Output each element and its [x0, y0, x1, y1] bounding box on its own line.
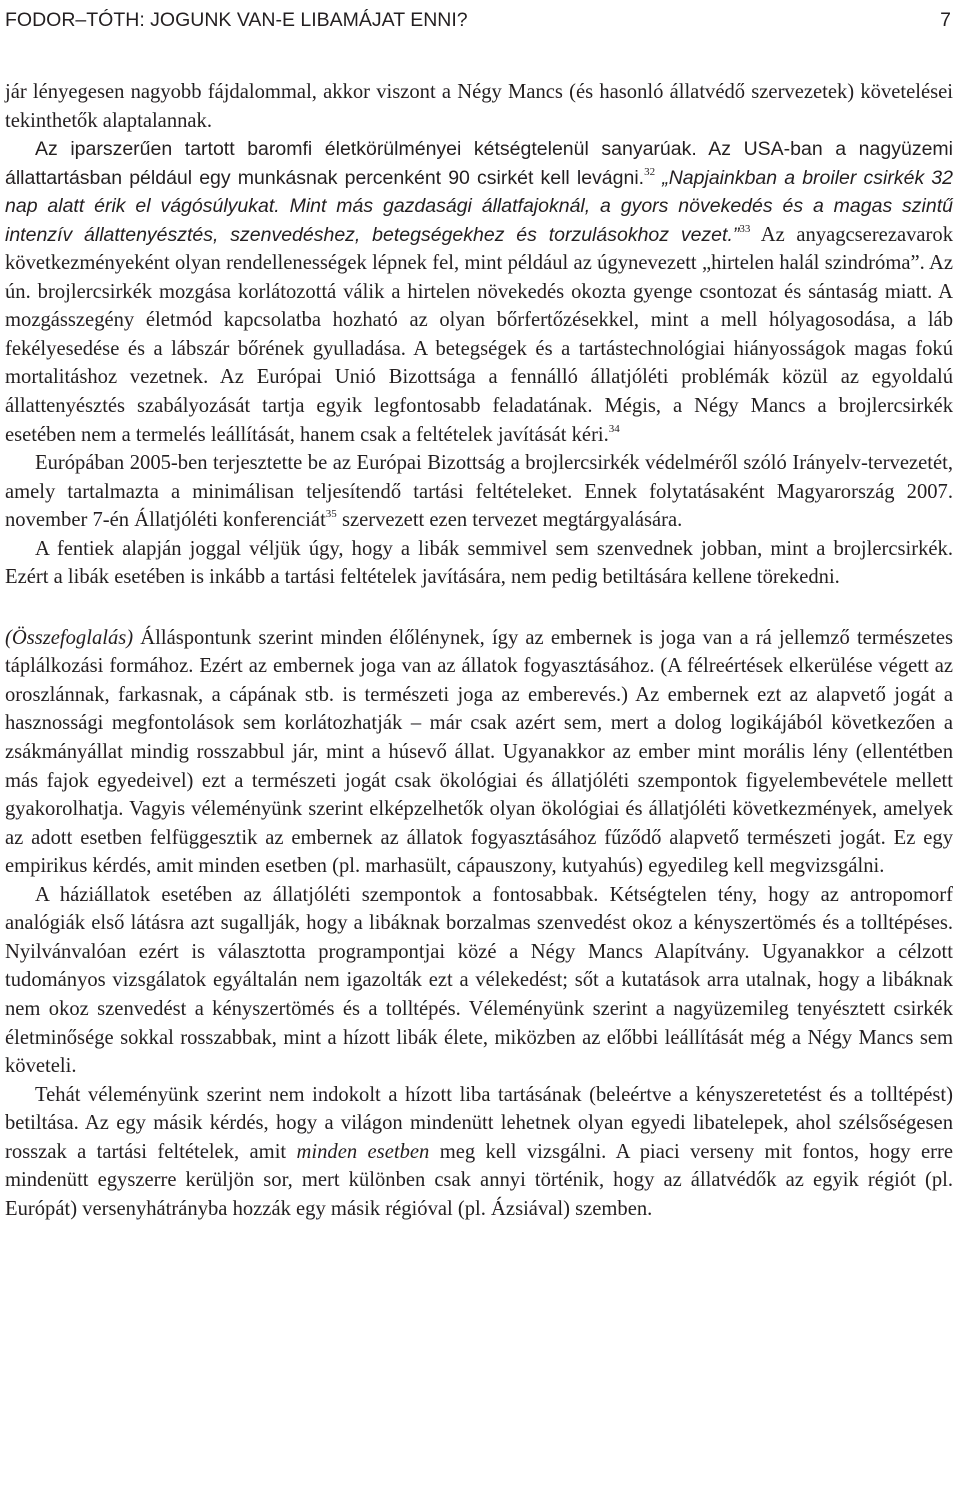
paragraph: [5, 535, 953, 592]
paragraph: [5, 135, 953, 449]
paragraph-text: A fentiek alapján joggal véljük úgy, hogy a libák semmivel sem szenvednek jobban, mint a brojlercsirkék. Ezért a libák esetében is inkább a tartási feltételek javítására, nem pedig betiltására kellene törekedni.: [5, 537, 953, 589]
paragraph-text: A háziállatok esetében az állatjóléti szempontok a fontosabbak. Kétségtelen tény, hogy az antropomorf analógiák első látásra azt sugallják, hogy a libáknak borzalmas szenvedést okoz a kényszertömés és a tolltépéses. Nyilvánvalóan ezért is választotta programpontjai közé a Négy Mancs Alapítvány. Ugyanakkor a célzott tudományos vizsgálatok egyáltalán nem igazolták ezt a vélekedést; sőt a kutatások arra utalnak, hogy a libáknak nem okoz szenvedést a kényszertömés és a tolltépés. Véleményünk szerint a nagyüzemileg tenyésztett csirkék életminősége sokkal rosszabbak, mint a hízott libák élete, miközben az előbbi leállítását még a Négy Mancs sem követeli.: [5, 883, 953, 1078]
page-number: 7: [940, 9, 951, 31]
paragraph-text: Az iparszerűen tartott baromfi életkörülményei kétségtelenül sanyarúak. Az USA-ban a nagyüzemi állattartásban például egy munkásnak percenként 90 csirkét kell levágni.: [5, 138, 953, 189]
paragraph: [5, 449, 953, 535]
paragraph-text: Az anyagcserezavarok következményeként olyan rendellenességek lépnek fel, mint például az úgynevezett „hirtelen halál szindróma”. Az ún. brojlercsirkék mozgása korlátozottá válik a hirtelen növekedés okozta gyenge csontozat és sántaság miatt. A mozgásszegény életmód kapcsolatba hozható az olyan bőrfertőzésekkel, mint a mell hólyagosodása, a láb fekélyesedése és a lábszár bőrének gyulladása. A betegségek és a tartástechnológiai hiányosságok magas fokú mortalitáshoz vezetnek. Az Európai Unió Bizottsága a fennálló állatjóléti problémák közül az egyoldalú állattenyésztés szabályozását tartja egyik legfontosabb feladatának. Mégis, a Négy Mancs a brojlercsirkék esetében nem a termelés leállítását, hanem csak a feltételek javítását kéri.: [5, 223, 953, 446]
footnote-marker[interactable]: 33: [739, 222, 751, 235]
running-title: FODOR–TÓTH: JOGUNK VAN-E LIBAMÁJAT ENNI?: [5, 9, 468, 31]
paragraph: [5, 1081, 953, 1224]
quotation: „Napjainkban a broiler csirkék 32 nap alatt érik el vágósúlyukat. Mint más gazdasági állatfajoknál, a gyors növekedés és a magas szintű intenzív állattenyésztés, szenvedéshez, betegségekhez és torzulásokhoz vezet.”: [5, 166, 954, 246]
paragraph-summary: [5, 624, 953, 881]
running-header: [5, 4, 953, 44]
paragraph-text: Álláspontunk szerint minden élőlénynek, így az embernek is joga van a rá jellemző természetes táplálkozási formához. Ezért az embernek joga van az állatok fogyasztásához. (A félreértések elkerülése végett az oroszlánnak, farkasnak, a cápának stb. is természeti joga az emberevés.) Az embernek ezt az alapvető jogát a hasznossági megfontolások sem korlátozhatják – már csak azért sem, mert a dolog logikájából következően a zsákmányállat mindig rosszabbul jár, mint a húsevő állat. Ugyanakkor az ember mint morális lény (ellentétben más fajok egyedeivel) ezt a természeti jogát csak ökológiai és állatjóléti szempontok figyelembevétele mellett gyakorolhatja. Vagyis véleményünk szerint elképzelhetők olyan ökológiai és állatjóléti következmények, amelyek az adott esetben felfüggesztik az embernek az állatok fogyasztásához fűződő alapvető természeti jogát. Ez egy empirikus kérdés, amit minden esetben (pl. marhasült, cápauszony, kutyahús) egyedileg kell megvizsgálni.: [5, 626, 953, 878]
paragraph-text: jár lényegesen nagyobb fájdalommal, akkor viszont a Négy Mancs (és hasonló állatvédő szervezetek) követelései tekinthetők alaptalannak.: [5, 81, 953, 132]
paragraph: [5, 78, 953, 135]
footnote-marker[interactable]: 34: [608, 422, 620, 435]
section-label: (Összefoglalás): [5, 626, 134, 649]
paragraph-text: szervezett ezen tervezet megtárgyalására.: [336, 509, 683, 532]
paragraph: [5, 881, 953, 1081]
paragraph-text: Tehát véleményünk szerint nem indokolt a hízott liba tartásának (beleértve a kényszeretetést és a tolltépést) betiltása. Az egy másik kérdés, hogy a világon mindenütt lehetnek olyan egyedi libatelepek, ahol szélsőségesen rosszak a tartási feltételek, amit: [5, 1083, 953, 1163]
paragraph-text: Európában 2005-ben terjesztette be az Európai Bizottság a brojlercsirkék védelméről szóló Irányelv-tervezetét, amely tartalmazta a minimálisan teljesítendő tartási feltételeket. Ennek folytatásaként Magyarország 2007. november 7-én Állatjóléti konferenciát: [5, 452, 953, 532]
footnote-marker[interactable]: 32: [644, 165, 656, 178]
paragraph-text: meg kell vizsgálni. A piaci verseny mit fontos, hogy erre mindenütt egyszerre kerüljön sor, mert különben csak annyi történik, hogy az állatvédők az egyik régiót (pl. Európát) versenyhátrányba hozzák egy másik régióval (pl. Ázsiával) szemben.: [5, 1140, 953, 1220]
emphasis: minden esetben: [296, 1140, 430, 1163]
article-body: [5, 78, 953, 1223]
footnote-marker[interactable]: 35: [325, 508, 337, 521]
